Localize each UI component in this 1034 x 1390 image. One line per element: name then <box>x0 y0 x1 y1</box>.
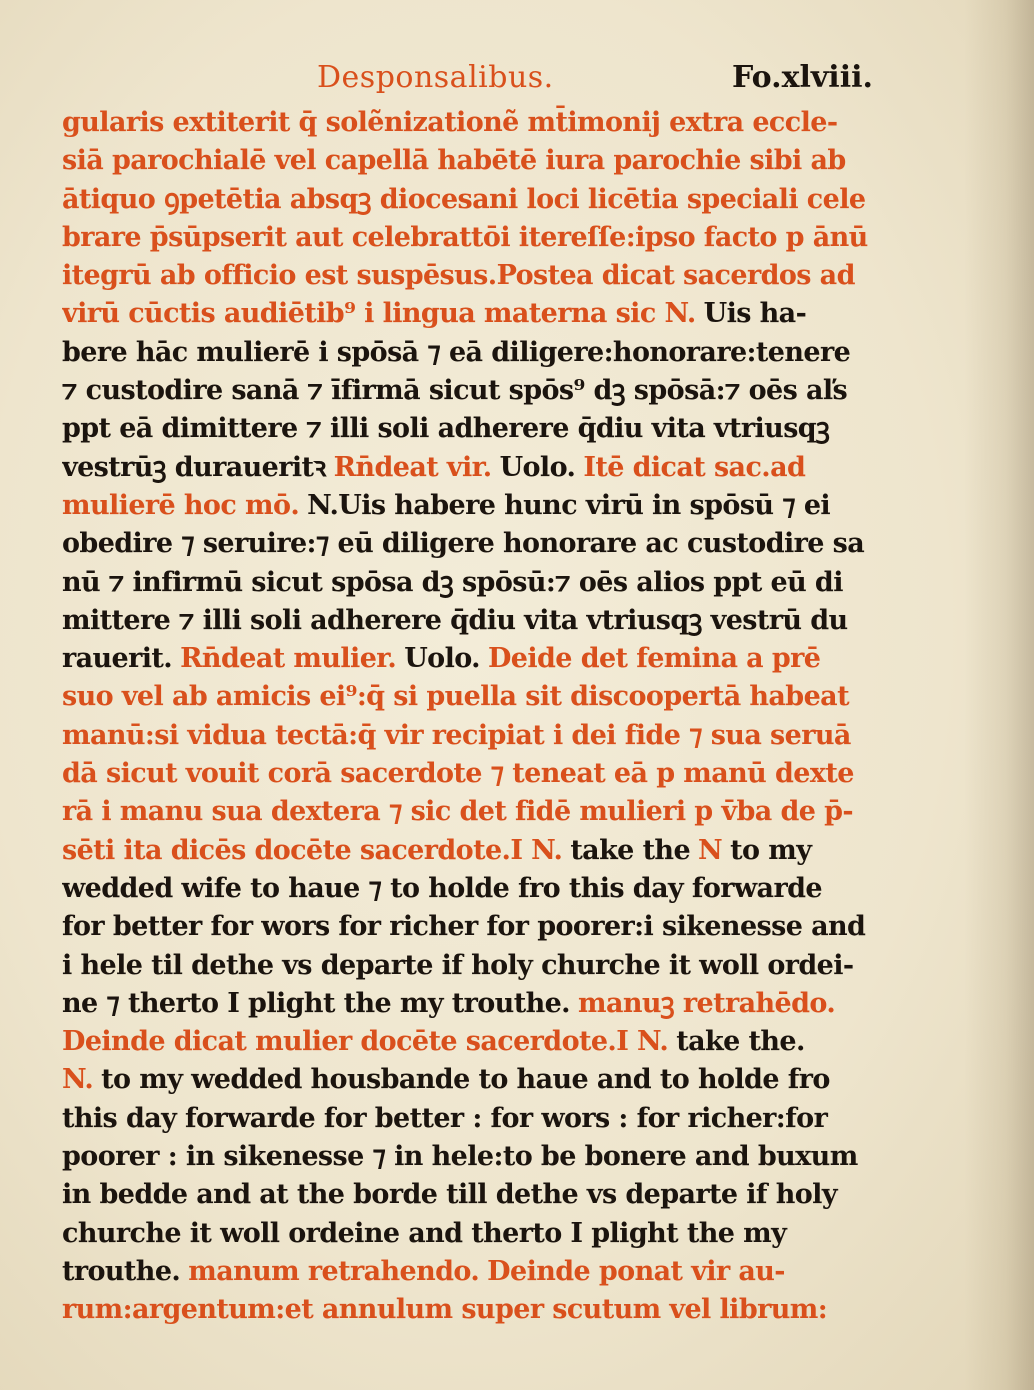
body-text: ne ⁊ therto I plight the my trouthe. <box>62 987 570 1019</box>
text-line <box>62 295 882 333</box>
body-text: bere hāc mulierē i spōsā ⁊ eā diligere:honorare:tenere <box>62 336 851 368</box>
rubric-text: N. <box>62 1064 94 1096</box>
text-line <box>62 602 882 640</box>
body-text: take the. <box>676 1026 805 1058</box>
running-header <box>62 58 882 104</box>
body-text: to my <box>730 834 812 866</box>
rubric-text: itegrū ab officio est suspēsus.Postea dicat sacerdos ad <box>62 260 855 292</box>
text-line <box>62 1138 882 1176</box>
rubric-text: manuꝫ retrahēdo. <box>577 987 836 1019</box>
body-text: Uis ha- <box>703 298 807 330</box>
text-line <box>62 104 882 142</box>
rubric-text: rum:argentum:et annulum super scutum vel librum: <box>62 1294 828 1326</box>
body-text: poorer : in sikenesse ⁊ in hele:to be bonere and buxum <box>62 1141 858 1173</box>
text-line <box>62 334 882 372</box>
text-line <box>62 755 882 793</box>
rubric-text: dā sicut vouit corā sacerdote ⁊ teneat eā p manū dexte <box>62 758 854 790</box>
text-line <box>62 1291 882 1329</box>
text-line <box>62 678 882 716</box>
body-text: rauerit. <box>62 643 173 675</box>
text-line <box>62 908 882 946</box>
rubric-text: Deinde dicat mulier docēte sacerdote.I N. <box>62 1026 669 1058</box>
text-line <box>62 487 882 525</box>
rubric-text: N <box>698 834 723 866</box>
text-line <box>62 832 882 870</box>
text-line <box>62 1100 882 1138</box>
body-text: to my wedded housbande to haue and to holde fro <box>101 1064 830 1096</box>
text-line <box>62 525 882 563</box>
text-line <box>62 564 882 602</box>
text-line <box>62 181 882 219</box>
rubric-text: brare p̄sūpserit aut celebrattōi itereſſe:ipso facto p ānū <box>62 221 868 253</box>
rubric-text: rā i manu sua dextera ⁊ sic det fidē mulieri p v̄ba de p̄- <box>62 796 853 828</box>
folio-number: Fo.xlviii. <box>732 60 873 95</box>
body-text: trouthe. <box>62 1255 181 1287</box>
rubric-text: mulierē hoc mō. <box>62 489 300 521</box>
body-text: ⁊ custodire sanā ⁊ īfirmā sicut spōs⁹ dꝫ spōsā:⁊ oēs aľs <box>62 375 848 407</box>
text-line <box>62 793 882 831</box>
text-line <box>62 947 882 985</box>
body-text: wedded wife to haue ⁊ to holde fro this day forwarde <box>62 872 822 904</box>
body-text: this day forwarde for better : for wors : for richer:for <box>62 1102 828 1134</box>
body-text: obedire ⁊ seruire:⁊ eū diligere honorare ac custodire sa <box>62 528 865 560</box>
text-line <box>62 449 882 487</box>
rubric-text: manū:si vidua tectā:q̄ vir recipiat i dei fide ⁊ sua seruā <box>62 719 851 751</box>
text-line <box>62 410 882 448</box>
rubric-text: Deinde ponat vir au- <box>487 1255 785 1287</box>
rubric-text: Deide det femina a prē <box>487 643 821 675</box>
rubric-text: virū cūctis audiētib⁹ i lingua materna sic N. <box>62 298 696 330</box>
rubric-text: suo vel ab amicis ei⁹:q̄ si puella sit discoopertā habeat <box>62 681 849 713</box>
text-line <box>62 1253 882 1291</box>
text-line <box>62 1061 882 1099</box>
text-block <box>62 58 882 1330</box>
body-text: i hele til dethe vs departe if holy churche it woll ordei- <box>62 949 854 981</box>
body-text: Uolo. <box>499 451 576 483</box>
text-line <box>62 717 882 755</box>
rubric-text: sēti ita dicēs docēte sacerdote.I N. <box>62 834 563 866</box>
body-text: in bedde and at the borde till dethe vs departe if holy <box>62 1179 837 1211</box>
rubric-text: Rn̄deat vir. <box>333 451 492 483</box>
text-line <box>62 142 882 180</box>
text-line <box>62 1023 882 1061</box>
body-text: for better for wors for richer for poorer:i sikenesse and <box>62 911 866 943</box>
rubric-text: Rn̄deat mulier. <box>180 643 397 675</box>
rubric-text: gularis extiterit q̄ solẽnizationẽ mt̄imonij extra eccle- <box>62 107 838 138</box>
rubric-text: siā parochialē vel capellā habētē iura parochie sibi ab <box>62 145 846 177</box>
rubric-text: manum retrahendo. <box>188 1255 480 1287</box>
body-text: churche it woll ordeine and therto I plight the my <box>62 1217 787 1249</box>
running-title: Desponsalibus. <box>317 60 554 95</box>
body-text: N.Uis habere hunc virū in spōsū ⁊ ei <box>307 489 831 521</box>
body-text: nū ⁊ infirmū sicut spōsa dꝫ spōsū:⁊ oēs alios ppt eū di <box>62 566 843 598</box>
text-lines <box>62 104 882 1330</box>
page-edge-shadow <box>964 0 1034 1390</box>
rubric-text: ātiquo ꝯpetētia absqꝫ diocesani loci licētia speciali cele <box>62 183 866 215</box>
body-text: vestrūꝫ duraueritꝛ <box>62 451 326 483</box>
text-line <box>62 219 882 257</box>
text-line <box>62 372 882 410</box>
text-line <box>62 870 882 908</box>
body-text: Uolo. <box>404 643 480 675</box>
text-line <box>62 1215 882 1253</box>
text-line <box>62 257 882 295</box>
text-line <box>62 640 882 678</box>
body-text: ppt eā dimittere ⁊ illi soli adherere q̄diu vita vtriusqꝫ <box>62 413 830 445</box>
body-text: mittere ⁊ illi soli adherere q̄diu vita vtriusqꝫ vestrū du <box>62 604 848 636</box>
body-text: take the <box>570 834 691 866</box>
rubric-text: Itē dicat sac.ad <box>583 451 806 483</box>
text-line <box>62 985 882 1023</box>
text-line <box>62 1176 882 1214</box>
